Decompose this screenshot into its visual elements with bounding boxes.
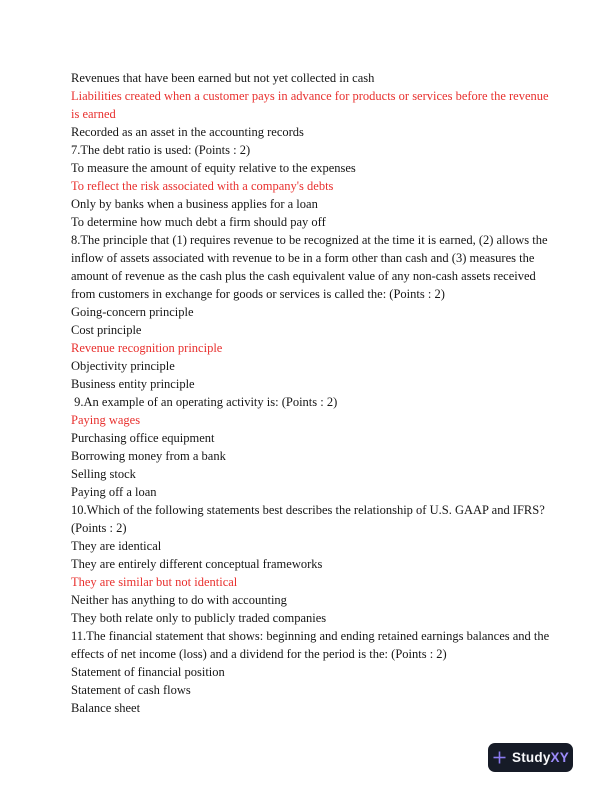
text-line: inflow of assets associated with revenue to be in a form other than cash and (3) measures the xyxy=(71,251,535,265)
text-line: Revenue recognition principle xyxy=(71,341,223,355)
text-line: 9.An example of an operating activity is: (Points : 2) xyxy=(71,395,338,409)
text-line: Neither has anything to do with accounting xyxy=(71,593,287,607)
text-line: To determine how much debt a firm should pay off xyxy=(71,215,326,229)
text-line: Paying off a loan xyxy=(71,485,157,499)
text-line: Going-concern principle xyxy=(71,305,194,319)
text-line: 8.The principle that (1) requires revenue to be recognized at the time it is earned, (2) allows the xyxy=(71,233,548,247)
text-line: To reflect the risk associated with a company's debts xyxy=(71,179,334,193)
text-line: is earned xyxy=(71,107,116,121)
text-line: Only by banks when a business applies for a loan xyxy=(71,197,318,211)
text-line: To measure the amount of equity relative to the expenses xyxy=(71,161,356,175)
text-line: effects of net income (loss) and a dividend for the period is the: (Points : 2) xyxy=(71,647,447,661)
text-line: Borrowing money from a bank xyxy=(71,449,226,463)
text-line: Purchasing office equipment xyxy=(71,431,215,445)
text-line: amount of revenue as the cash plus the cash equivalent value of any non-cash assets received xyxy=(71,269,536,283)
text-line: They are entirely different conceptual frameworks xyxy=(71,557,323,571)
studyxy-logo[interactable] xyxy=(488,743,573,772)
text-line: Statement of financial position xyxy=(71,665,225,679)
text-line: Selling stock xyxy=(71,467,136,481)
logo-text-xy: XY xyxy=(550,750,569,765)
text-line: Recorded as an asset in the accounting records xyxy=(71,125,304,139)
plus-icon xyxy=(492,750,507,765)
text-line: They are similar but not identical xyxy=(71,575,238,589)
text-line: Revenues that have been earned but not yet collected in cash xyxy=(71,71,375,85)
text-line: Balance sheet xyxy=(71,701,141,715)
text-line: (Points : 2) xyxy=(71,521,127,535)
text-line: 7.The debt ratio is used: (Points : 2) xyxy=(71,143,251,157)
text-line: They both relate only to publicly traded companies xyxy=(71,611,327,625)
text-line: Cost principle xyxy=(71,323,142,337)
text-line: 11.The financial statement that shows: beginning and ending retained earnings balances and the xyxy=(71,629,550,643)
text-line: Liabilities created when a customer pays in advance for products or services before the revenue xyxy=(71,89,549,103)
text-line: from customers in exchange for goods or services is called the: (Points : 2) xyxy=(71,287,445,301)
text-line: They are identical xyxy=(71,539,162,553)
logo-text-study: Study xyxy=(512,750,551,765)
text-line: 10.Which of the following statements best describes the relationship of U.S. GAAP and IFRS? xyxy=(71,503,545,517)
text-line: Objectivity principle xyxy=(71,359,175,373)
text-line: Business entity principle xyxy=(71,377,195,391)
text-line: Paying wages xyxy=(71,413,141,427)
text-line: Statement of cash flows xyxy=(71,683,191,697)
document-text xyxy=(71,69,551,717)
